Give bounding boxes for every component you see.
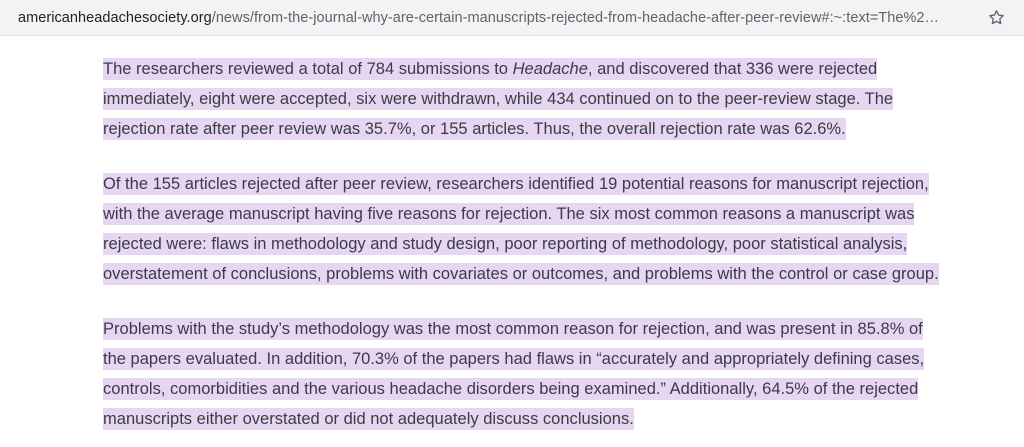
- paragraph-1-segment-1: The researchers reviewed a total of 784 submissions to: [103, 60, 513, 78]
- journal-title: Headache: [512, 60, 588, 78]
- url-domain: americanheadachesociety.org: [18, 9, 212, 26]
- highlighted-text: [103, 58, 893, 140]
- url-text[interactable]: [18, 9, 976, 27]
- article-body: [77, 54, 947, 434]
- article-paragraph-2: [103, 169, 947, 289]
- url-path: /news/from-the-journal-why-are-certain-manuscripts-rejected-from-headache-after-peer-review#:~:text=The%2…: [211, 9, 940, 26]
- article-paragraph-3: [103, 314, 947, 434]
- highlighted-text: Problems with the study’s methodology was the most common reason for rejection, and was present in 85.8% of the papers evaluated. In addition, 70.3% of the papers had flaws in “accurately and appropriately defining cases, controls, comorbidities and the various headache disorders being examined.” Additionally, 64.5% of the rejected manuscripts either overstated or did not adequately discuss conclusions.: [103, 320, 925, 428]
- paragraph-1-segment-3: , and discovered that 336 were rejected immediately, eight were accepted, six were withdrawn, while 434 continued on to the peer-review stage. The rejection rate after peer review was 35.7%, or 155 articles. Thus, the overall rejection rate was 62.6%.: [103, 60, 894, 138]
- star-icon[interactable]: [982, 4, 1010, 32]
- highlighted-text: Of the 155 articles rejected after peer review, researchers identified 19 potential reasons for manuscript rejection, with the average manuscript having five reasons for rejection. The six most common reasons a manuscript was rejected were: flaws in methodology and study design, poor reporting of methodology, poor statistical analysis, overstatement of conclusions, problems with covariates or outcomes, and problems with the control or case group.: [103, 175, 939, 283]
- article-paragraph-1: [103, 54, 947, 144]
- browser-url-bar[interactable]: [0, 0, 1024, 36]
- page-content: [0, 36, 1024, 447]
